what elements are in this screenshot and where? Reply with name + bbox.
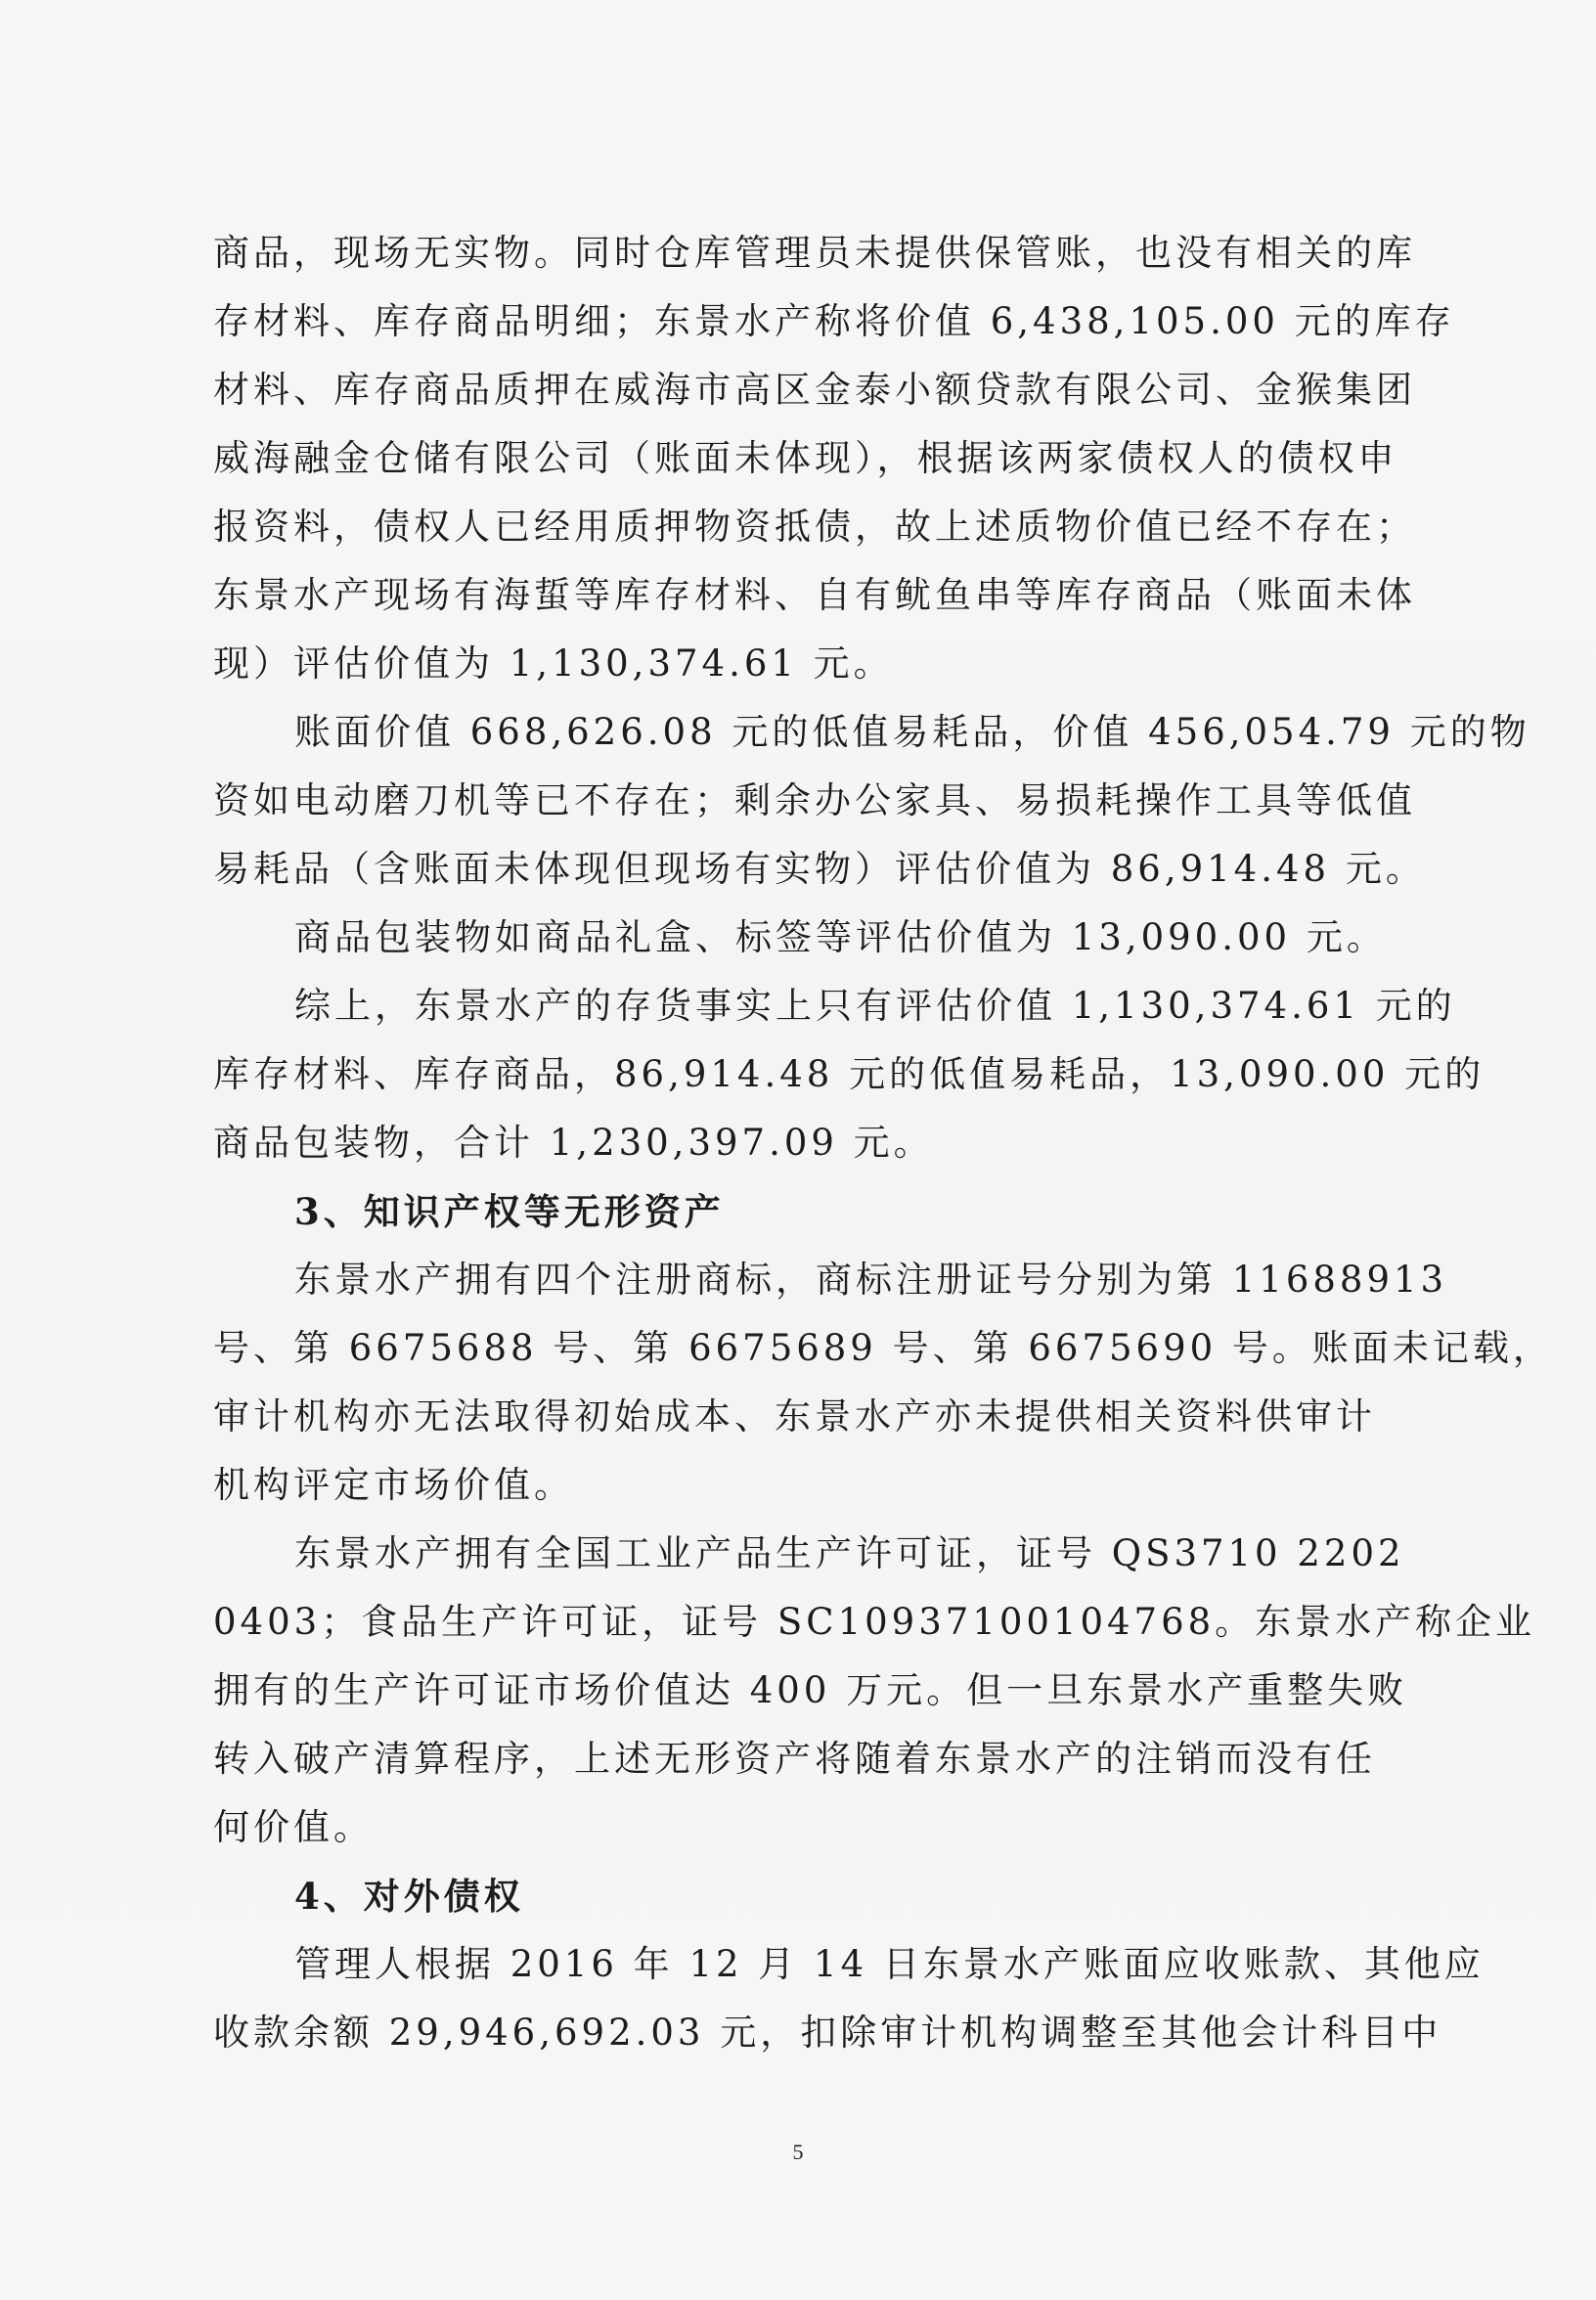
text-line: 资如电动磨刀机等已不存在；剩余办公家具、易损耗操作工具等低值 bbox=[213, 779, 1416, 821]
text-line: 号、第 6675688 号、第 6675689 号、第 6675690 号。账面未记载， bbox=[213, 1327, 1553, 1369]
text-line: 账面价值 668,626.08 元的低值易耗品，价值 456,054.79 元的物 bbox=[294, 711, 1530, 753]
text-line: 东景水产拥有全国工业产品生产许可证，证号 QS3710 2202 bbox=[294, 1532, 1405, 1574]
text-line: 威海融金仓储有限公司（账面未体现），根据该两家债权人的债权申 bbox=[213, 437, 1398, 479]
text-line: 库存材料、库存商品，86,914.48 元的低值易耗品，13,090.00 元的 bbox=[213, 1053, 1485, 1095]
text-line: 管理人根据 2016 年 12 月 14 日东景水产账面应收账款、其他应 bbox=[294, 1943, 1485, 1985]
text-line: 拥有的生产许可证市场价值达 400 万元。但一旦东景水产重整失败 bbox=[213, 1669, 1408, 1711]
text-line: 现）评估价值为 1,130,374.61 元。 bbox=[213, 642, 894, 685]
text-line: 审计机构亦无法取得初始成本、东景水产亦未提供相关资料供审计 bbox=[213, 1395, 1376, 1438]
text-line: 存材料、库存商品明细；东景水产称将价值 6,438,105.00 元的库存 bbox=[213, 300, 1455, 342]
text-line: 收款余额 29,946,692.03 元，扣除审计机构调整至其他会计科目中 bbox=[213, 2012, 1442, 2054]
text-line: 机构评定市场价值。 bbox=[213, 1464, 574, 1506]
text-line: 何价值。 bbox=[213, 1806, 374, 1848]
text-line: 综上，东景水产的存货事实上只有评估价值 1,130,374.61 元的 bbox=[294, 985, 1456, 1027]
text-line: 材料、库存商品质押在威海市高区金泰小额贷款有限公司、金猴集团 bbox=[213, 369, 1416, 411]
page-number: 5 bbox=[792, 2140, 804, 2164]
text-line: 东景水产现场有海蜇等库存材料、自有鱿鱼串等库存商品（账面未体 bbox=[213, 574, 1416, 616]
text-line: 商品包装物如商品礼盒、标签等评估价值为 13,090.00 元。 bbox=[294, 916, 1387, 958]
section-heading: 3、知识产权等无形资产 bbox=[294, 1190, 725, 1233]
text-line: 东景水产拥有四个注册商标，商标注册证号分别为第 11688913 bbox=[294, 1259, 1448, 1301]
text-line: 商品包装物，合计 1,230,397.09 元。 bbox=[213, 1122, 934, 1164]
text-line: 报资料，债权人已经用质押物资抵债，故上述质物价值已经不存在； bbox=[213, 506, 1416, 548]
text-line: 0403；食品生产许可证，证号 SC10937100104768。东景水产称企业 bbox=[213, 1601, 1536, 1643]
document-body bbox=[213, 219, 1553, 2067]
text-line: 易耗品（含账面未体现但现场有实物）评估价值为 86,914.48 元。 bbox=[213, 848, 1426, 890]
text-line: 转入破产清算程序，上述无形资产将随着东景水产的注销而没有任 bbox=[213, 1738, 1376, 1780]
section-heading: 4、对外债权 bbox=[294, 1875, 524, 1918]
text-line: 商品，现场无实物。同时仓库管理员未提供保管账，也没有相关的库 bbox=[213, 232, 1416, 274]
